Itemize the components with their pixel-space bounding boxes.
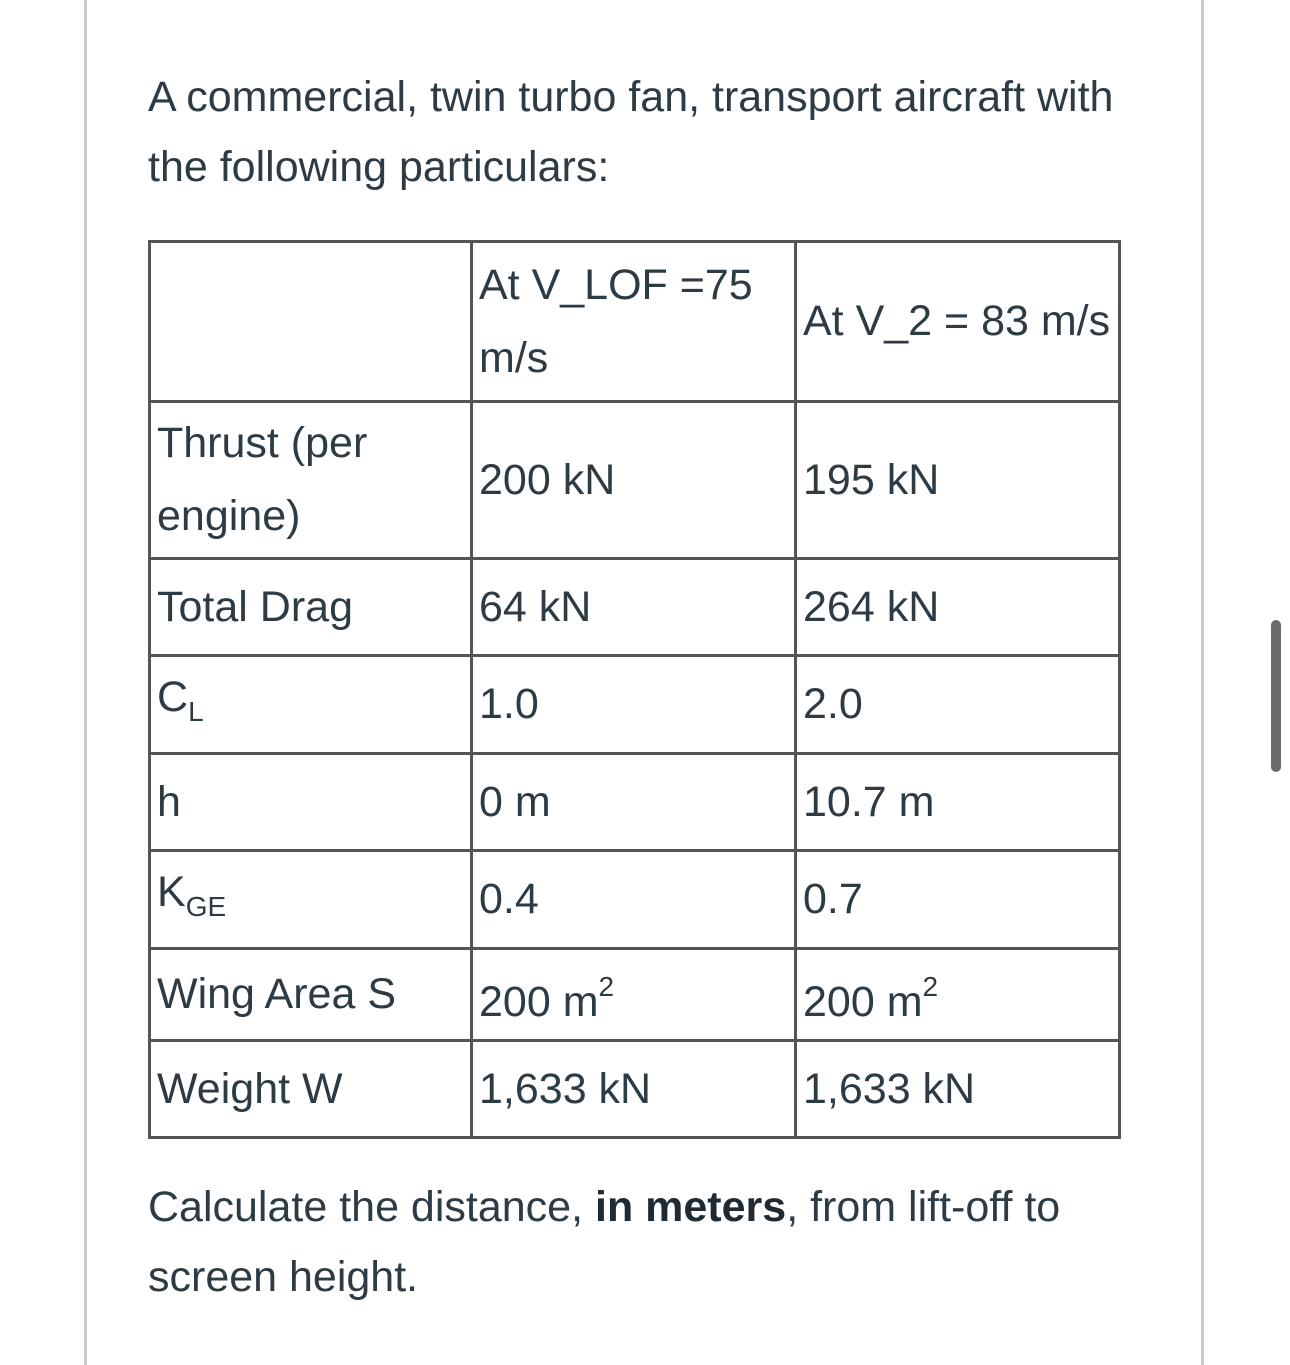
- intro-text: A commercial, twin turbo fan, transport aircraft with the following particulars:: [148, 73, 1114, 191]
- question-after: , from lift-off to screen height.: [148, 1183, 1061, 1301]
- cell-h-v2: 10.7 m: [796, 754, 1120, 851]
- question-text: [148, 1172, 1148, 1312]
- cell-wing-v2: [796, 949, 1120, 1041]
- cell-cl-liftoff: 1.0: [472, 656, 796, 754]
- cl-subscript: L: [188, 696, 204, 727]
- cell-kge-liftoff: 0.4: [472, 851, 796, 949]
- cell-thrust-v2: 195 kN: [796, 402, 1120, 559]
- table-row: [150, 402, 1120, 559]
- scrollbar-thumb[interactable]: [1271, 620, 1281, 772]
- header-cell-v2: At V_2 = 83 m/s: [796, 242, 1120, 402]
- header-cell-liftoff: At V_LOF =75 m/s: [472, 242, 796, 402]
- aircraft-specs-table: [148, 240, 1121, 1139]
- wing-v2-value: 200 m: [803, 978, 923, 1026]
- wing-v2-exponent: 2: [922, 971, 939, 1002]
- kge-subscript: GE: [185, 891, 227, 922]
- row-label-cl: [150, 656, 472, 754]
- cell-weight-liftoff: 1,633 kN: [472, 1041, 796, 1138]
- table-row: [150, 949, 1120, 1041]
- wing-liftoff-value: 200 m: [479, 978, 599, 1026]
- table-header-row: [150, 242, 1120, 402]
- wing-liftoff-exponent: 2: [598, 971, 615, 1002]
- cell-kge-v2: 0.7: [796, 851, 1120, 949]
- table-row: [150, 754, 1120, 851]
- row-label-h: h: [150, 754, 472, 851]
- question-before: Calculate the distance,: [148, 1183, 595, 1231]
- row-label-kge: [150, 851, 472, 949]
- content-border-right: [1201, 0, 1204, 1365]
- table-row: [150, 559, 1120, 656]
- cell-cl-v2: 2.0: [796, 656, 1120, 754]
- cell-drag-v2: 264 kN: [796, 559, 1120, 656]
- table-row: [150, 1041, 1120, 1138]
- cell-weight-v2: 1,633 kN: [796, 1041, 1120, 1138]
- cell-thrust-liftoff: 200 kN: [472, 402, 796, 559]
- question-emphasis: in meters: [595, 1183, 787, 1231]
- row-label-drag: Total Drag: [150, 559, 472, 656]
- header-cell-empty: [150, 242, 472, 402]
- content-border-left: [84, 0, 87, 1365]
- kge-symbol: K: [157, 868, 186, 916]
- cl-symbol: C: [157, 673, 189, 721]
- cell-wing-liftoff: [472, 949, 796, 1041]
- table-row: [150, 851, 1120, 949]
- row-label-wing-area: Wing Area S: [150, 949, 472, 1041]
- row-label-weight: Weight W: [150, 1041, 472, 1138]
- table-row: [150, 656, 1120, 754]
- cell-drag-liftoff: 64 kN: [472, 559, 796, 656]
- row-label-thrust: Thrust (per engine): [150, 402, 472, 559]
- cell-h-liftoff: 0 m: [472, 754, 796, 851]
